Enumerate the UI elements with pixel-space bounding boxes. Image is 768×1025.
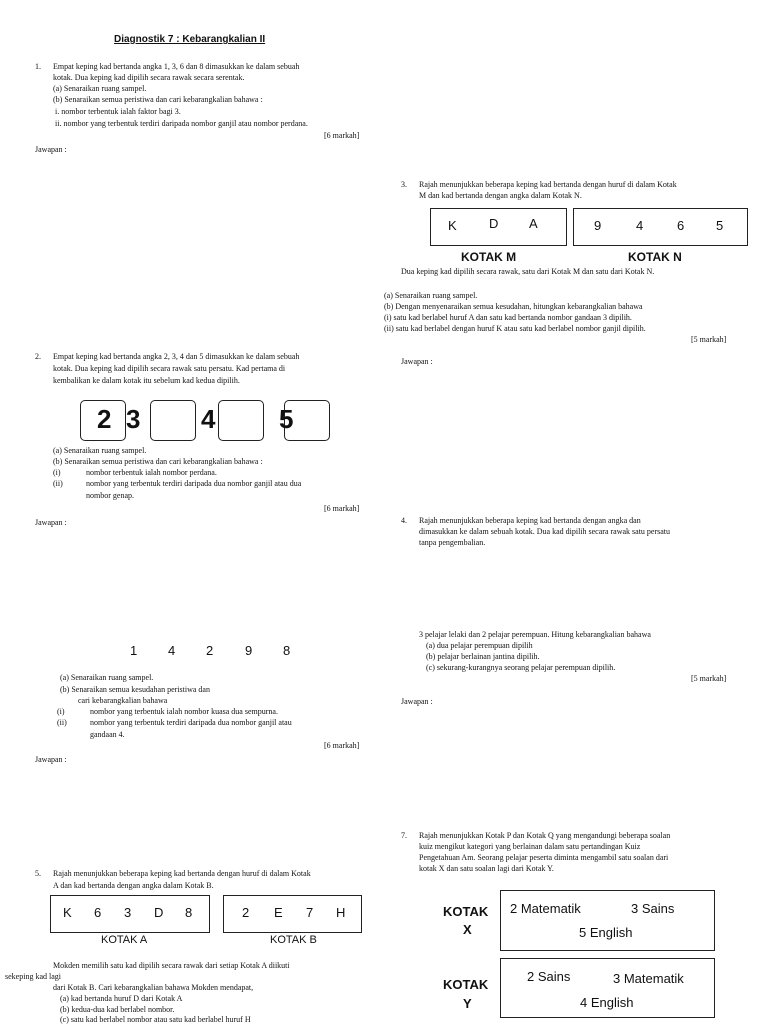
kotak-b-card-3: 7 (306, 905, 314, 920)
q1-marks: [6 markah] (324, 131, 360, 140)
kotak-b-card-1: 2 (242, 905, 250, 920)
kotak-n-card-4: 5 (716, 218, 724, 233)
q2-part-a: (a) Senaraikan ruang sampel. (53, 446, 147, 455)
q4-line-1: Rajah menunjukkan beberapa keping kad bertanda dengan angka dan (419, 516, 641, 525)
q7-line-1: Rajah menunjukkan Kotak P dan Kotak Q yang mengandungi beberapa soalan (419, 831, 671, 840)
q1-part-a: (a) Senaraikan ruang sampel. (53, 84, 147, 93)
q2-part-b: (b) Senaraikan semua peristiwa dan cari kebarangkalian bahawa : (53, 457, 263, 466)
q4-marks: [6 markah] (324, 741, 360, 750)
kotak-b-label: KOTAK B (270, 934, 317, 946)
q5-line-4: sekeping kad lagi (5, 972, 61, 981)
q2-number: 2. (35, 352, 41, 361)
kotak-x-label-1: KOTAK (443, 904, 489, 919)
kotak-n-card-3: 6 (677, 218, 685, 233)
q4-number: 4. (401, 516, 407, 525)
q3-part-ii: (ii) satu kad berlabel dengan huruf K atau satu kad berlabel nombor ganjil dipilih. (384, 324, 646, 333)
q5-number: 5. (35, 869, 41, 878)
q2-card-value-2: 3 (126, 404, 141, 434)
q1-answer-label: Jawapan : (35, 145, 67, 154)
q6-answer-label: Jawapan : (401, 697, 433, 706)
q2-card-3 (218, 400, 264, 441)
q4-answer-label: Jawapan : (35, 755, 67, 764)
q4-part-ii-label: (ii) (57, 718, 67, 727)
q3-part-b: (b) Dengan menyenaraikan semua kesudahan, hitungkan kebarangkalian bahawa (384, 302, 643, 311)
q5-line-3: Mokden memilih satu kad dipilih secara rawak dari setiap Kotak A diikuti (53, 961, 290, 970)
q5-part-a: (a) kad bertanda huruf D dari Kotak A (60, 994, 183, 1003)
kotak-x-item-1: 2 Matematik (510, 901, 581, 916)
q5-line-1: Rajah menunjukkan beberapa keping kad bertanda dengan huruf di dalam Kotak (53, 869, 311, 878)
q6-part-c: (c) sekurang-kurangnya seorang pelajar perempuan dipilih. (426, 663, 616, 672)
q6-marks: [5 markah] (691, 674, 727, 683)
q4-part-i-label: (i) (57, 707, 65, 716)
q4-part-b-line-2: cari kebarangkalian bahawa (78, 696, 168, 705)
q4-line-2: dimasukkan ke dalam sebuah kotak. Dua kad dipilih secara rawak satu persatu (419, 527, 671, 536)
kotak-n-card-2: 4 (636, 218, 644, 233)
q2-marks: [6 markah] (324, 504, 360, 513)
q6-line-1: 3 pelajar lelaki dan 2 pelajar perempuan. Hitung kebarangkalian bahawa (419, 630, 651, 639)
kotak-a-label: KOTAK A (101, 934, 148, 946)
q2-card-value-4: 5 (279, 404, 294, 434)
kotak-n-card-1: 9 (594, 218, 602, 233)
kotak-x-box (500, 890, 715, 951)
q1-part-b: (b) Senaraikan semua peristiwa dan cari kebarangkalian bahawa : (53, 95, 263, 104)
kotak-x-label-2: X (463, 922, 472, 937)
kotak-x-item-3: 5 English (579, 925, 633, 940)
kotak-a-card-5: 8 (185, 905, 193, 920)
q7-line-3: Pengetahuan Am. Seorang pelajar peserta diminta mengambil satu soalan dari (419, 853, 669, 862)
kotak-m-card-3: A (529, 216, 538, 231)
kotak-y-label-1: KOTAK (443, 977, 489, 992)
kotak-m-card-2: D (489, 216, 499, 231)
q7-line-4: kotak X dan satu soalan lagi dari Kotak Y. (419, 864, 554, 873)
kotak-y-label-2: Y (463, 996, 472, 1011)
q2-part-i: nombor terbentuk ialah nombor perdana. (86, 468, 217, 477)
kotak-a-card-2: 6 (94, 905, 102, 920)
q4-part-ii-line-1: nombor yang terbentuk terdiri daripada dua nombor ganjil atau (90, 718, 292, 727)
q4-digit-5: 8 (283, 643, 291, 658)
q3-part-a: (a) Senaraikan ruang sampel. (384, 291, 478, 300)
q1-number: 1. (35, 62, 41, 71)
q1-part-i: i. nombor terbentuk ialah faktor bagi 3. (55, 107, 181, 116)
kotak-b-card-2: E (274, 905, 283, 920)
q4-part-a: (a) Senaraikan ruang sampel. (60, 673, 154, 682)
q7-line-2: kuiz mengikut kategori yang berlainan dalam satu pertandingan Kuiz (419, 842, 641, 851)
q2-line-3: kembalikan ke dalam kotak itu sebelum kad kedua dipilih. (53, 376, 240, 385)
q4-digit-1: 1 (130, 643, 138, 658)
q5-part-b: (b) kedua-dua kad berlabel nombor. (60, 1005, 175, 1014)
kotak-a-card-1: K (63, 905, 72, 920)
q3-line-1: Rajah menunjukkan beberapa keping kad bertanda dengan huruf di dalam Kotak (419, 180, 677, 189)
q2-answer-label: Jawapan : (35, 518, 67, 527)
q1-part-ii: ii. nombor yang terbentuk terdiri daripada nombor ganjil atau nombor perdana. (55, 119, 308, 128)
kotak-a-card-3: 3 (124, 905, 132, 920)
page-title: Diagnostik 7 : Kebarangkalian II (114, 34, 266, 45)
q2-card-value-1: 2 (97, 404, 112, 434)
kotak-y-item-1: 2 Sains (527, 969, 571, 984)
kotak-x-item-2: 3 Sains (631, 901, 675, 916)
q5-part-c: (c) satu kad berlabel nombor atau satu kad berlabel huruf H (60, 1015, 251, 1024)
q4-part-ii-line-2: gandaan 4. (90, 730, 125, 739)
q2-part-ii-label: (ii) (53, 479, 63, 488)
q4-digit-3: 2 (206, 643, 214, 658)
q1-line-1: Empat keping kad bertanda angka 1, 3, 6 dan 8 dimasukkan ke dalam sebuah (53, 62, 300, 71)
kotak-y-item-3: 4 English (580, 995, 634, 1010)
kotak-n-label: KOTAK N (628, 250, 682, 264)
q3-number: 3. (401, 180, 407, 189)
q2-line-2: kotak. Dua keping kad dipilih secara rawak satu persatu. Kad pertama di (53, 364, 286, 373)
q5-line-5: dari Kotak B. Cari kebarangkalian bahawa Mokden mendapat, (53, 983, 254, 992)
kotak-m-card-1: K (448, 218, 457, 233)
kotak-y-item-2: 3 Matematik (613, 971, 684, 986)
q1-line-2: kotak. Dua keping kad dipilih secara rawak secara serentak. (53, 73, 245, 82)
q7-number: 7. (401, 831, 407, 840)
q4-part-i: nombor yang terbentuk ialah nombor kuasa dua sempurna. (90, 707, 278, 716)
kotak-m-label: KOTAK M (461, 250, 517, 264)
q4-digit-4: 9 (245, 643, 253, 658)
q4-digit-2: 4 (168, 643, 176, 658)
q3-line-3: Dua keping kad dipilih secara rawak, satu dari Kotak M dan satu dari Kotak N. (401, 267, 655, 276)
q2-part-ii-line-1: nombor yang terbentuk terdiri daripada dua nombor ganjil atau dua (86, 479, 302, 488)
q5-line-2: A dan kad bertanda dengan angka dalam Kotak B. (53, 881, 214, 890)
q2-part-ii-line-2: nombor genap. (86, 491, 134, 500)
q3-answer-label: Jawapan : (401, 357, 433, 366)
q2-line-1: Empat keping kad bertanda angka 2, 3, 4 dan 5 dimasukkan ke dalam sebuah (53, 352, 300, 361)
q3-part-i: (i) satu kad berlabel huruf A dan satu kad bertanda nombor gandaan 3 dipilih. (384, 313, 632, 322)
q4-part-b-line-1: (b) Senaraikan semua kesudahan peristiwa dan (60, 685, 210, 694)
q4-line-3: tanpa pengembalian. (419, 538, 486, 547)
kotak-b-card-4: H (336, 905, 346, 920)
q6-part-b: (b) pelajar berlainan jantina dipilih. (426, 652, 540, 661)
kotak-a-card-4: D (154, 905, 164, 920)
q2-card-2 (150, 400, 196, 441)
q3-marks: [5 markah] (691, 335, 727, 344)
q2-card-value-3: 4 (201, 404, 216, 434)
q3-line-2: M dan kad bertanda dengan angka dalam Kotak N. (419, 191, 582, 200)
q6-part-a: (a) dua pelajar perempuan dipilih (426, 641, 533, 650)
q2-part-i-label: (i) (53, 468, 61, 477)
